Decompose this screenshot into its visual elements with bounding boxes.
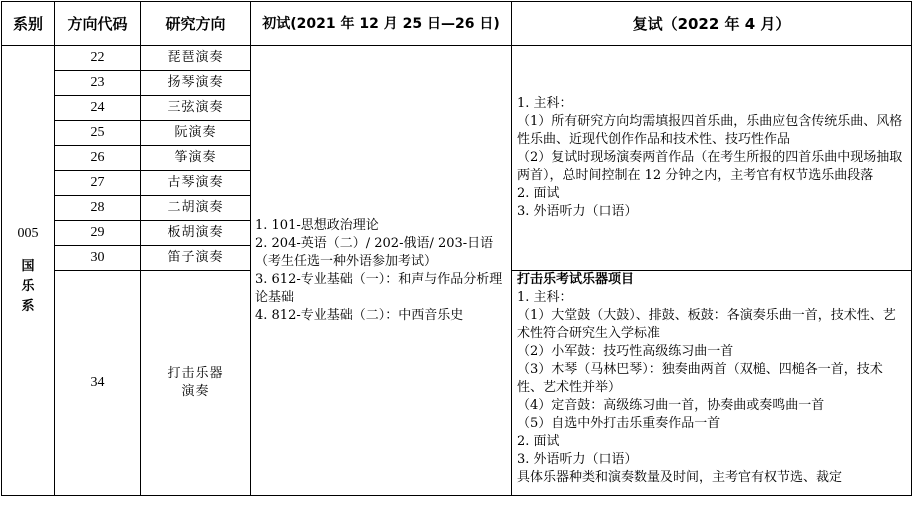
retest-line: （2）复试时现场演奏两首作品（在考生所报的四首乐曲中现场抽取两首），总时间控制在 12 分钟之内，主考官有权节选乐曲段落 [517, 150, 903, 183]
direction-code: 29 [55, 221, 141, 246]
header-retest: 复试（2022 年 4 月） [512, 2, 912, 46]
header-row [2, 2, 912, 46]
percussion-title: 打击乐考试乐器项目 [517, 272, 635, 287]
department-name: 国乐系 [21, 258, 35, 314]
prelim-cell [251, 46, 512, 496]
retest-line: 2. 面试 [517, 434, 560, 449]
retest-line: （1）所有研究方向均需填报四首乐曲，乐曲应包含传统乐曲、风格性乐曲、近现代创作作品和技术性、技巧性作品 [517, 114, 903, 147]
direction-name: 笛子演奏 [141, 246, 251, 271]
direction-code: 30 [55, 246, 141, 271]
retest-line: 1. 主科： [517, 290, 573, 305]
direction-name: 板胡演奏 [141, 221, 251, 246]
department-code: 005 [17, 225, 39, 241]
retest-line: 1. 主科： [517, 96, 573, 111]
retest-line: 3. 外语听力（口语） [517, 452, 638, 467]
admission-table [1, 1, 912, 496]
retest-line: （1）大堂鼓（大鼓）、排鼓、板鼓：各演奏乐曲一首，技术性、艺术性符合研究生入学标准 [517, 308, 896, 341]
direction-name: 三弦演奏 [141, 96, 251, 121]
table-row [2, 46, 912, 71]
retest-line: 3. 外语听力（口语） [517, 204, 638, 219]
header-direction: 研究方向 [141, 2, 251, 46]
direction-code: 27 [55, 171, 141, 196]
retest-line: （2）小军鼓：技巧性高级练习曲一首 [517, 344, 734, 359]
retest-line: （4）定音鼓：高级练习曲一首，协奏曲或奏鸣曲一首 [517, 398, 825, 413]
header-code: 方向代码 [55, 2, 141, 46]
prelim-line: 2. 204-英语（二）/ 202-俄语/ 203-日语（考生任选一种外语参加考试） [255, 235, 494, 269]
direction-code: 25 [55, 121, 141, 146]
retest-line: 具体乐器种类和演奏数量及时间，主考官有权节选、裁定 [517, 470, 843, 485]
direction-code: 24 [55, 96, 141, 121]
retest-percussion-cell [512, 271, 912, 496]
direction-code: 23 [55, 71, 141, 96]
retest-line: 2. 面试 [517, 186, 560, 201]
direction-name: 二胡演奏 [141, 196, 251, 221]
direction-name: 阮演奏 [141, 121, 251, 146]
prelim-line: 4. 812-专业基础（二）：中西音乐史 [255, 307, 464, 323]
direction-code: 34 [55, 271, 141, 496]
direction-name: 琵琶演奏 [141, 46, 251, 71]
direction-code: 26 [55, 146, 141, 171]
retest-general-cell [512, 46, 912, 271]
direction-code: 22 [55, 46, 141, 71]
direction-code: 28 [55, 196, 141, 221]
direction-name-line: 演奏 [181, 384, 210, 399]
direction-name: 扬琴演奏 [141, 71, 251, 96]
header-prelim: 初试(2021 年 12 月 25 日—26 日) [251, 2, 512, 46]
direction-name: 筝演奏 [141, 146, 251, 171]
retest-line: （5）自选中外打击乐重奏作品一首 [517, 416, 721, 431]
direction-name [141, 271, 251, 496]
retest-line: （3）木琴（马林巴琴）：独奏曲两首（双槌、四槌各一首，技术性、艺术性并举） [517, 362, 883, 395]
prelim-line: 1. 101-思想政治理论 [255, 217, 379, 233]
department-cell [2, 46, 55, 496]
prelim-line: 3. 612-专业基础（一）：和声与作品分析理论基础 [255, 271, 503, 305]
direction-name-line: 打击乐器 [167, 366, 224, 381]
header-dept: 系别 [2, 2, 55, 46]
direction-name: 古琴演奏 [141, 171, 251, 196]
